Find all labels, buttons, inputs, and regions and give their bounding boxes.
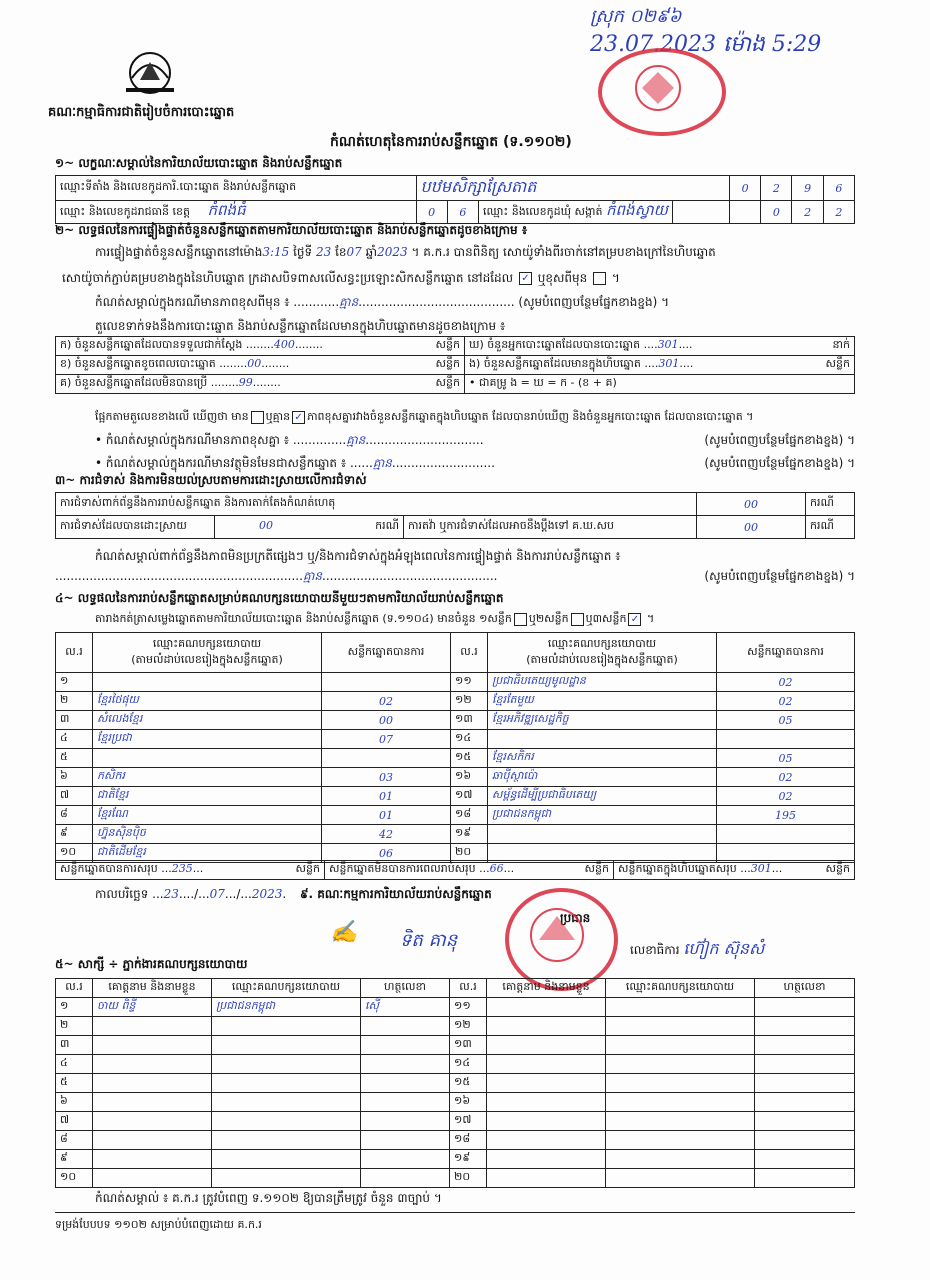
witness-no: ២០ [450, 1169, 487, 1188]
row-number: ៣ [56, 711, 93, 730]
difference-check-line: ផ្អែកតាមតួលេខខាងលើ ឃើញថា មាន ឬគ្មាន ✓ ភាពខុសគ្នារវាងចំនួនសន្លឹកឆ្នោតក្នុងហិបឆ្នោត ដែលបានរាប់ឃើញ និងចំនួនអ្នកបោះឆ្នោត ដែលបានបោះឆ្នោត ។ [95, 410, 754, 423]
spoiled-ballots: 00 [247, 357, 262, 370]
witness-empty-cell [487, 1093, 606, 1112]
party-name: ខ្មែរតែមួយ [488, 692, 717, 711]
station-code-digit: 0 [730, 176, 761, 201]
witness-name [93, 1093, 212, 1112]
party-name: ខ្មែរថៃផុយ [93, 692, 322, 711]
section3-heading: ៣~ ការជំទាស់ និងការមិនយល់ស្របតាមការដោះស្រាយលើការជំទាស់ [55, 473, 367, 487]
secretary-line: លេខាធិការ ហ៊ៀក ស៊ុនសំ [630, 939, 765, 958]
total-box: 301 [750, 862, 772, 875]
party-name: ហ្វ៊ុនស៊ិនប៉ិច [93, 825, 322, 844]
party-votes: 195 [717, 806, 855, 825]
party-row [56, 825, 855, 844]
witness-empty-cell [606, 1074, 755, 1093]
has-difference-checkbox[interactable] [251, 411, 264, 424]
witness-empty-cell [487, 1036, 606, 1055]
witness-name [93, 1112, 212, 1131]
no-difference-checkbox[interactable]: ✓ [292, 411, 305, 424]
party-row [56, 787, 855, 806]
object-remark-line: • កំណត់សម្គាល់ក្នុងករណីមានវត្ថុមិនមែនជាសន្លឹកឆ្នោត ៖ ......គ្មាន........................... (សូមបំពេញបន្ថែមផ្នែកខាងខ្នង) ។ [95, 456, 855, 470]
witness-empty-cell [606, 1093, 755, 1112]
row-number: ១៧ [451, 787, 488, 806]
party-votes: 05 [717, 749, 855, 768]
witness-no: ៩ [56, 1150, 93, 1169]
total-valid: 235 [171, 862, 193, 875]
witness-empty-cell [487, 1169, 606, 1188]
witness-empty-cell [755, 1055, 855, 1074]
diff-remark-value: គ្មាន [346, 433, 366, 447]
tally-sheet-line: តារាងកត់ត្រាសម្លេងឆ្នោតតាមការិយាល័យបោះឆ្នោត និងរាប់សន្លឹកឆ្នោត (ទ.១១០៤) មានចំនួន ១សន្លឹក ឬ២សន្លឹក ឬ៣សន្លឹក ✓ ។ [95, 612, 655, 625]
section2-heading: ២~ លទ្ធផលនៃការផ្ទៀងផ្ទាត់ចំនួនសន្លឹកឆ្នោតតាមការិយាល័យបោះឆ្នោត និងរាប់សន្លឹកឆ្នោតដូចខាងក្រោម ៖ [55, 223, 528, 237]
party-name [488, 825, 717, 844]
chair-name: ទិត គានុ [400, 930, 458, 951]
witness-sign [361, 1074, 450, 1093]
party-row [56, 711, 855, 730]
party-name: ជាតិដើមខ្មែរ [93, 844, 322, 863]
party-row [56, 673, 855, 692]
witness-empty-cell [755, 1036, 855, 1055]
witness-empty-cell [606, 1036, 755, 1055]
secretary-name: ហ៊ៀក ស៊ុនសំ [683, 939, 765, 958]
row-number: ២០ [451, 844, 488, 863]
totals-table: សន្លឹកឆ្នោតបានការសរុប ...235... សន្លឹក សន្លឹកឆ្នោតមិនបានការពេលរាប់សរុប ...66... សន្លឹក សន្លឹកឆ្នោតក្នុងហិបឆ្នោតសរុប ...301... សន្លឹក [55, 860, 855, 880]
witness-row [56, 1131, 855, 1150]
party-name [93, 749, 322, 768]
witness-empty-cell [606, 1055, 755, 1074]
party-votes: 01 [322, 787, 451, 806]
witness-no: ១៤ [450, 1055, 487, 1074]
witness-no: ២ [56, 1017, 93, 1036]
witness-name [93, 1150, 212, 1169]
witness-row [56, 1112, 855, 1131]
party-votes: 02 [717, 673, 855, 692]
date-line: កាលបរិច្ឆេទ ...23..../...07.../...2023. ៩. គណៈកម្មការការិយាល័យរាប់សន្លឹកឆ្នោត [95, 887, 492, 901]
verify-time: 3:15 [262, 245, 290, 259]
party-votes [322, 749, 451, 768]
party-name: ប្រជាជនកម្ពុជា [488, 806, 717, 825]
verify-month: 07 [346, 245, 362, 259]
party-votes: 03 [322, 768, 451, 787]
unused-ballots: 99 [238, 376, 253, 389]
witness-name [93, 1017, 212, 1036]
witness-name [93, 1131, 212, 1150]
appeal-count: 00 [697, 516, 806, 539]
party-votes: 02 [717, 768, 855, 787]
commune-code-digit: 2 [792, 201, 823, 224]
party-votes: 07 [322, 730, 451, 749]
row-number: ៤ [56, 730, 93, 749]
party-name: ខ្មែរអភិវឌ្ឍសេដ្ឋកិច្ច [488, 711, 717, 730]
witness-name [93, 1169, 212, 1188]
party-name: ឆាប៉ីស្ថាប៉ោ [488, 768, 717, 787]
three-sheet-checkbox[interactable]: ✓ [628, 613, 641, 626]
witness-row [56, 998, 855, 1017]
party-results-table: ល.រ ឈ្មោះគណបក្សនយោបាយ (តាមលំដាប់លេខរៀងក្នុងសន្លឹកឆ្នោត) សន្លឹកឆ្នោតបានការ ល.រ ឈ្មោះគណបក្សនយោបាយ (តាមលំដាប់លេខរៀងក្នុងសន្លឹកឆ្នោត) សន្លឹកឆ្នោតបានការ ១ ១១ ប្រជាធិបតេយ្យមូលដ្ឋាន 02 ២ ខ្មែរថៃផុយ 02 ១២ ខ្មែរតែមួយ 02 ៣ សំលេងខ្មែរ 00 ១៣ ខ្មែរអភិវឌ្ឍសេដ្ឋកិច្ច 05 ៤ ខ្មែរប្រជា 07 ១៤ ៥ ១៥ ខ្មែរសកិករ 05 ៦ កសិករ 03 ១៦ ឆាប៉ីស្ថាប៉ោ 02 ៧ ជាតិខ្មែរ 01 ១៧ សម្ព័ន្ធដើម្បីប្រជាធិបតេយ្យ 02 ៨ ខ្មែរណែ 01 ១៨ ប្រជាជនកម្ពុជា 195 ៩ ហ្វ៊ុនស៊ិនប៉ិច 42 ១៩ ១០ ជាតិដើមខ្មែរ 06 ២០ [55, 632, 855, 863]
province-code-digit: 0 [416, 201, 447, 224]
witness-name [93, 1055, 212, 1074]
commune-label: ឈ្មោះ និងលេខកូដឃុំ សង្កាត់ កំពង់ស្វាយ [478, 201, 672, 224]
witness-no: ១ [56, 998, 93, 1017]
verify-year: 2023 [377, 245, 408, 259]
row-number: ៥ [56, 749, 93, 768]
station-code-digit: 9 [792, 176, 823, 201]
witness-empty-cell [606, 998, 755, 1017]
witness-sign [361, 1131, 450, 1150]
corner-note-line1: ស្រុក ០២៩៦ [590, 6, 682, 27]
row-number: ២ [56, 692, 93, 711]
party-name: សំលេងខ្មែរ [93, 711, 322, 730]
same-checkbox[interactable]: ✓ [519, 272, 532, 285]
witness-no: ៦ [56, 1093, 93, 1112]
figures-intro: តួលេខទាក់ទងនឹងការបោះឆ្នោត និងរាប់សន្លឹកឆ្នោតដែលមានក្នុងហិបឆ្នោតមានដូចខាងក្រោម ៖ [95, 319, 506, 333]
row-number: ៧ [56, 787, 93, 806]
witness-sign [361, 1093, 450, 1112]
witness-name: ចាយ ពិន្ទី [93, 998, 212, 1017]
party-votes: 02 [717, 787, 855, 806]
witness-sign [361, 1017, 450, 1036]
row-number: ១១ [451, 673, 488, 692]
witness-sign [361, 1036, 450, 1055]
province-name: កំពង់ធំ [207, 201, 246, 219]
form-footer: ទម្រង់បែបបទ ១១០២ សម្រាប់បំពេញដោយ គ.ក.រ [55, 1218, 262, 1231]
row-number: ១២ [451, 692, 488, 711]
one-sheet-checkbox[interactable] [514, 613, 527, 626]
witness-no: ៥ [56, 1074, 93, 1093]
witness-party [212, 1036, 361, 1055]
chair-signature: ✍ [330, 920, 358, 945]
witness-empty-cell [755, 1093, 855, 1112]
corner-note-line2: 23.07.2023 ម៉ោង 5:29 [590, 32, 822, 57]
witness-empty-cell [606, 1131, 755, 1150]
station-name: បឋមសិក្សាស្រែតាត [416, 176, 730, 201]
witness-party [212, 1055, 361, 1074]
witness-empty-cell [755, 1017, 855, 1036]
date-year: 2023 [251, 887, 283, 901]
row-number: ១៣ [451, 711, 488, 730]
different-checkbox[interactable] [593, 272, 606, 285]
party-votes: 42 [322, 825, 451, 844]
row-number: ១ [56, 673, 93, 692]
diff-remark-line: • កំណត់សម្គាល់ក្នុងករណីមានភាពខុសគ្នា ៖ ..............គ្មាន............................... (សូមបំពេញបន្ថែមផ្នែកខាងខ្នង) ។ [95, 433, 855, 447]
witness-sign [361, 1112, 450, 1131]
chair-label: ប្រធាន [560, 911, 591, 925]
party-name: ជាតិខ្មែរ [93, 787, 322, 806]
witness-no: ១៧ [450, 1112, 487, 1131]
party-row [56, 768, 855, 787]
witness-sign [361, 1055, 450, 1074]
witness-empty-cell [606, 1112, 755, 1131]
section4-heading: ៤~ លទ្ធផលនៃការរាប់សន្លឹកឆ្នោតសម្រាប់គណបក្សនយោបាយនីមួយៗតាមការិយាល័យរាប់សន្លឹកឆ្នោត [55, 591, 504, 605]
section1-heading: ១~ លក្ខណៈសម្គាល់នៃការិយាល័យបោះឆ្នោត និងរាប់សន្លឹកឆ្នោត [55, 156, 343, 170]
witness-empty-cell [755, 998, 855, 1017]
party-votes [322, 673, 451, 692]
date-day: 23 [163, 887, 179, 901]
witness-no: ១៩ [450, 1150, 487, 1169]
station-code-digit: 2 [761, 176, 792, 201]
witness-no: ១០ [56, 1169, 93, 1188]
party-votes: 02 [322, 692, 451, 711]
party-row [56, 730, 855, 749]
irregularity-note: កំណត់សម្គាល់ពាក់ព័ន្ធនឹងភាពមិនប្រក្រតីផ្សេងៗ ឬ/និងការជំទាស់ក្នុងអំឡុងពេលនៃការផ្ទៀងផ្ទាត់ និងការរាប់សន្លឹកឆ្នោត ៖ [95, 549, 621, 563]
party-name: ប្រជាធិបតេយ្យមូលដ្ឋាន [488, 673, 717, 692]
witness-empty-cell [606, 1169, 755, 1188]
witness-party [212, 1074, 361, 1093]
row-number: ១៦ [451, 768, 488, 787]
witness-sign [361, 1169, 450, 1188]
irregularity-line: .................................................................គ្មាន.............................................. (សូមបំពេញបន្ថែមផ្នែកខាងខ្នង) ។ [55, 569, 855, 583]
date-month: 07 [209, 887, 225, 901]
witness-no: ១៣ [450, 1036, 487, 1055]
party-votes: 00 [322, 711, 451, 730]
witness-party [212, 1150, 361, 1169]
diff-note-value: គ្មាន [339, 295, 359, 309]
witness-row [56, 1017, 855, 1036]
resolved-count: 00 [259, 519, 273, 532]
footer-divider [55, 1212, 855, 1213]
total-invalid: 66 [489, 862, 504, 875]
object-remark-value: គ្មាន [372, 456, 392, 470]
witness-row [56, 1036, 855, 1055]
commune-code-digit: 2 [823, 201, 854, 224]
party-votes: 05 [717, 711, 855, 730]
witness-empty-cell [755, 1150, 855, 1169]
formula: • ជាគម្រូ ង = ឃ = ក - (ខ + គ) [465, 375, 855, 394]
party-votes: 02 [717, 692, 855, 711]
row-number: ១០ [56, 844, 93, 863]
objections-count: 00 [697, 493, 806, 516]
form-title: កំណត់ហេតុនៃការរាប់សន្លឹកឆ្នោត (ទ.១១០២) [330, 134, 572, 150]
row-number: ១៥ [451, 749, 488, 768]
party-votes [717, 730, 855, 749]
witness-name [93, 1074, 212, 1093]
received-ballots: 400 [273, 338, 295, 351]
witness-no: ៤ [56, 1055, 93, 1074]
witness-no: ១៨ [450, 1131, 487, 1150]
witness-row [56, 1093, 855, 1112]
party-name [93, 673, 322, 692]
witness-party: ប្រជាជនកម្ពុជា [212, 998, 361, 1017]
objection-table: ការជំទាស់ពាក់ព័ន្ធនឹងការរាប់សន្លឹកឆ្នោត និងការតាក់តែងកំណត់ហេតុ 00 ករណី ការជំទាស់ដែលបានដោះស្រាយ 00 ករណី ការតវ៉ា ឬការជំទាស់ដែលអាចនឹងប្ដឹងទៅ គ.ឃ.សប 00 ករណី [55, 492, 855, 539]
row-number: ១៤ [451, 730, 488, 749]
irregularity-value: គ្មាន [302, 569, 322, 583]
commune-name: កំពង់ស្វាយ [606, 201, 668, 219]
witness-party [212, 1093, 361, 1112]
witness-no: ១៥ [450, 1074, 487, 1093]
row-number: ៦ [56, 768, 93, 787]
witness-empty-cell [487, 1150, 606, 1169]
party-name: ខ្មែរប្រជា [93, 730, 322, 749]
party-name: សម្ព័ន្ធដើម្បីប្រជាធិបតេយ្យ [488, 787, 717, 806]
witness-name [93, 1036, 212, 1055]
party-votes: 06 [322, 844, 451, 863]
witness-empty-cell [487, 998, 606, 1017]
witness-no: ១៦ [450, 1093, 487, 1112]
party-name: ខ្មែរណែ [93, 806, 322, 825]
witness-empty-cell [606, 1150, 755, 1169]
witness-no: ១២ [450, 1017, 487, 1036]
witness-no: ៧ [56, 1112, 93, 1131]
witness-sign [361, 1150, 450, 1169]
witness-row [56, 1055, 855, 1074]
witness-party [212, 1169, 361, 1188]
diff-note-line: កំណត់សម្គាល់ក្នុងករណីមានភាពខុសពីមុន ៖ ............គ្មាន......................................... (សូមបំពេញបន្ថែមផ្នែកខាងខ្នង) ។ [95, 295, 669, 309]
party-row [56, 806, 855, 825]
official-stamp-bottom [505, 888, 618, 991]
witness-party [212, 1131, 361, 1150]
witness-no: ១១ [450, 998, 487, 1017]
witness-empty-cell [755, 1074, 855, 1093]
party-votes [717, 825, 855, 844]
witness-no: ៣ [56, 1036, 93, 1055]
voters-count: 301 [657, 338, 679, 351]
row-number: ១៩ [451, 825, 488, 844]
figures-table: ក) ចំនួនសន្លឹកឆ្នោតដែលបានទទួលជាក់ស្តែង ........400........ សន្លឹក ឃ) ចំនួនអ្នកបោះឆ្នោតដែលបានបោះឆ្នោត ....301.... នាក់ ខ) ចំនួនសន្លឹកឆ្នោតខូចពេលបោះឆ្នោត ........00........ សន្លឹក ង) ចំនួនសន្លឹកឆ្នោតដែលមានក្នុងហិបឆ្នោត ....301.... សន្លឹក គ) ចំនួនសន្លឹកឆ្នោតដែលមិនបានប្រើ ........99........ សន្លឹក • ជាគម្រូ ង = ឃ = ក - (ខ + គ) [55, 336, 855, 394]
province-label: ឈ្មោះ និងលេខកូដរាជធានី ខេត្ត កំពង់ធំ [56, 201, 417, 224]
witness-row [56, 1169, 855, 1188]
party-row [56, 692, 855, 711]
witness-row [56, 1074, 855, 1093]
row-number: ១៨ [451, 806, 488, 825]
party-name: កសិករ [93, 768, 322, 787]
party-name: ខ្មែរសកិករ [488, 749, 717, 768]
witness-table: ល.រ គោត្តនាម និងនាមខ្លួន ឈ្មោះគណបក្សនយោបាយ ហត្ថលេខា ល.រ គោត្តនាម និងនាមខ្លួន ឈ្មោះគណបក្សនយោបាយ ហត្ថលេខា ១ ចាយ ពិន្ទី ប្រជាជនកម្ពុជា ស៊ើ ១១ ២ ១២ ៣ ១៣ ៤ ១៤ ៥ ១៥ ៦ ១៦ ៧ ១៧ ៨ ១៨ ៩ ១៩ ១០ ២០ [55, 978, 855, 1188]
nec-emblem-icon [118, 48, 182, 102]
committee-name: គណៈកម្មាធិការជាតិរៀបចំការបោះឆ្នោត [48, 105, 235, 120]
seal-paragraph: សោយ៉ូចាក់ភ្ជាប់គម្របខាងក្នុងនៃហិបឆ្នោត ក្រដាសបិទពាសលើសន្ធះប្រឡោះសិកសន្លឹកឆ្នោត នៅដដែល ✓ ឬខុសពីមុន ។ [62, 271, 620, 285]
witness-empty-cell [487, 1055, 606, 1074]
official-stamp-top [598, 48, 726, 136]
witness-empty-cell [606, 1017, 755, 1036]
witness-empty-cell [487, 1131, 606, 1150]
row-number: ៩ [56, 825, 93, 844]
witness-empty-cell [755, 1112, 855, 1131]
verify-day: 23 [316, 245, 332, 259]
section5-heading: ៥~ សាក្សី ÷ ភ្នាក់ងារគណបក្សនយោបាយ [55, 957, 248, 971]
witness-party [212, 1017, 361, 1036]
verify-paragraph: ការផ្ទៀងផ្ទាត់ចំនួនសន្លឹកឆ្នោតនៅម៉ោង3:15 ថ្ងៃទី 23 ខែ07 ឆ្នាំ2023 ។ គ.ក.រ បានពិនិត្យ សោយ៉ូទាំងពីរចាក់នៅគម្របខាងក្រៅនៃហិបឆ្នោត [95, 245, 716, 259]
row-number: ៨ [56, 806, 93, 825]
province-code-digit: 6 [447, 201, 478, 224]
party-votes: 01 [322, 806, 451, 825]
party-row [56, 749, 855, 768]
party-name [488, 730, 717, 749]
witness-empty-cell [487, 1074, 606, 1093]
witness-row [56, 1150, 855, 1169]
witness-empty-cell [755, 1169, 855, 1188]
closing-note: កំណត់សម្គាល់ ៖ គ.ក.រ ត្រូវបំពេញ ទ.១១០២ ឱ្យបានត្រឹមត្រូវ ចំនួន ៣ច្បាប់ ។ [95, 1191, 442, 1205]
commune-code-digit: 0 [761, 201, 792, 224]
witness-empty-cell [755, 1131, 855, 1150]
witness-sign: ស៊ើ [361, 998, 450, 1017]
witness-empty-cell [487, 1017, 606, 1036]
witness-party [212, 1112, 361, 1131]
ballots-in-box: 301 [658, 357, 680, 370]
witness-empty-cell [487, 1112, 606, 1131]
section1-table [55, 175, 855, 224]
station-label: ឈ្មោះទីតាំង និងលេខកូដការិ.បោះឆ្នោត និងរាប់សន្លឹកឆ្នោត [56, 176, 417, 201]
witness-no: ៨ [56, 1131, 93, 1150]
station-code-digit: 6 [823, 176, 854, 201]
two-sheet-checkbox[interactable] [571, 613, 584, 626]
